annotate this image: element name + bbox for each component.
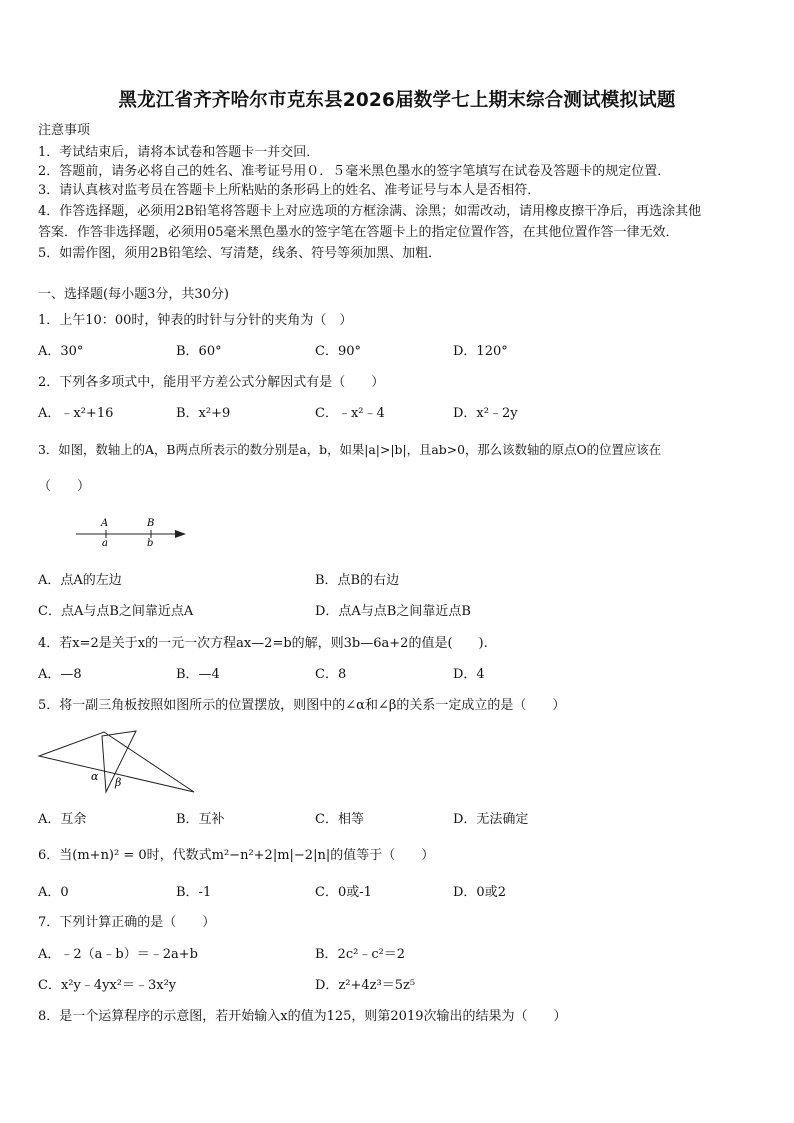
q2-option-a: A．﹣x²+16 (38, 406, 114, 421)
question-4-stem: 4．若x=2是关于x的一元一次方程ax—2=b的解，则3b—6a+2的值是( ). (38, 636, 488, 651)
label-B: B (147, 518, 155, 529)
notice-item-2: 2．答题前，请务必将自己的姓名、准考证号用０．５毫米黑色墨水的签字笔填写在试卷及答题卡的规定位置． (38, 164, 671, 179)
q4-option-a: A．—8 (38, 667, 82, 682)
question-1-stem: 1．上午10：00时，钟表的时针与分针的夹角为（ ） (38, 313, 353, 328)
q3-option-b: B．点B的右边 (315, 573, 400, 588)
q6-option-c: C．0或-1 (315, 885, 372, 900)
question-3-stem: 3．如图，数轴上的A，B两点所表示的数分别是a，b，如果|a|>|b|，且ab>0，那么该数轴的原点O的位置应该在 (38, 442, 662, 457)
number-line-arrow (175, 530, 186, 538)
q4-option-c: C．8 (315, 667, 347, 682)
notice-item-4-cont: 答案．作答非选择题，必须用05毫米黑色墨水的签字笔在答题卡上的指定位置作答，在其他位置作答一律无效． (38, 225, 679, 240)
q6-option-b: B．-1 (176, 885, 212, 900)
q1-option-a: A．30° (38, 344, 84, 359)
label-b: b (147, 538, 154, 549)
q5-option-d: D．无法确定 (453, 812, 529, 827)
question-3-stem-cont: （ ） (38, 479, 91, 494)
q5-option-a: A．互余 (38, 812, 87, 827)
notice-heading: 注意事项 (38, 123, 91, 138)
q2-option-d: D．x²﹣2y (453, 406, 518, 421)
label-a: a (102, 538, 108, 549)
q3-option-a: A．点A的左边 (38, 573, 122, 588)
angle-beta-label: β (115, 776, 122, 789)
question-5-stem: 5．将一副三角板按照如图所示的位置摆放，则图中的∠α和∠β的关系一定成立的是（ ） (38, 698, 566, 713)
q6-option-a: A．0 (38, 885, 69, 900)
q2-option-c: C．﹣x²﹣4 (315, 406, 385, 421)
angle-alpha-label: α (91, 770, 99, 783)
question-2-stem: 2．下列各多项式中，能用平方差公式分解因式有是（ ） (38, 375, 385, 390)
notice-item-3: 3．请认真核对监考员在答题卡上所粘贴的条形码上的姓名、准考证号与本人是否相符． (38, 183, 541, 198)
q7-option-b: B．2c²﹣c²＝2 (315, 947, 406, 962)
question-8-stem: 8．是一个运算程序的示意图，若开始输入x的值为125，则第2019次输出的结果为（ ） (38, 1009, 567, 1024)
q7-option-c: C．x²y﹣4yx²＝﹣3x²y (38, 978, 177, 993)
q5-option-b: B．互补 (176, 812, 225, 827)
question-6-stem: 6．当(m+n)² = 0时，代数式m²−n²+2|m|−2|n|的值等于（ ） (38, 848, 435, 863)
notice-item-5: 5．如需作图，须用2B铅笔绘、写清楚，线条、符号等须加黑、加粗． (38, 246, 442, 261)
q1-option-c: C．90° (315, 344, 361, 359)
q3-option-d: D．点A与点B之间靠近点B (315, 604, 471, 619)
q3-option-c: C．点A与点B之间靠近点A (38, 604, 194, 619)
set-squares-figure (36, 728, 198, 794)
q1-option-b: B．60° (176, 344, 222, 359)
q1-option-d: D．120° (453, 344, 508, 359)
q7-option-a: A．﹣2（a﹣b）＝﹣2a+b (38, 947, 198, 962)
section-heading: 一、选择题(每小题3分，共30分) (38, 287, 229, 302)
number-line-figure (70, 513, 190, 549)
q4-option-b: B．—4 (176, 667, 220, 682)
q5-option-c: C．相等 (315, 812, 364, 827)
notice-item-1: 1．考试结束后，请将本试卷和答题卡一并交回． (38, 145, 320, 160)
q4-option-d: D．4 (453, 667, 485, 682)
notice-item-4: 4．作答选择题，必须用2B铅笔将答题卡上对应选项的方框涂满、涂黑；如需改动，请用橡皮擦干净后，再选涂其他 (38, 204, 702, 219)
question-7-stem: 7．下列计算正确的是（ ） (38, 915, 216, 930)
q6-option-d: D．0或2 (453, 885, 506, 900)
q2-option-b: B．x²+9 (176, 406, 231, 421)
label-A: A (101, 518, 109, 529)
q7-option-d: D．z²+4z³＝5z⁵ (315, 978, 416, 993)
exam-title: 黑龙江省齐齐哈尔市克东县2026届数学七上期末综合测试模拟试题 (118, 90, 676, 111)
